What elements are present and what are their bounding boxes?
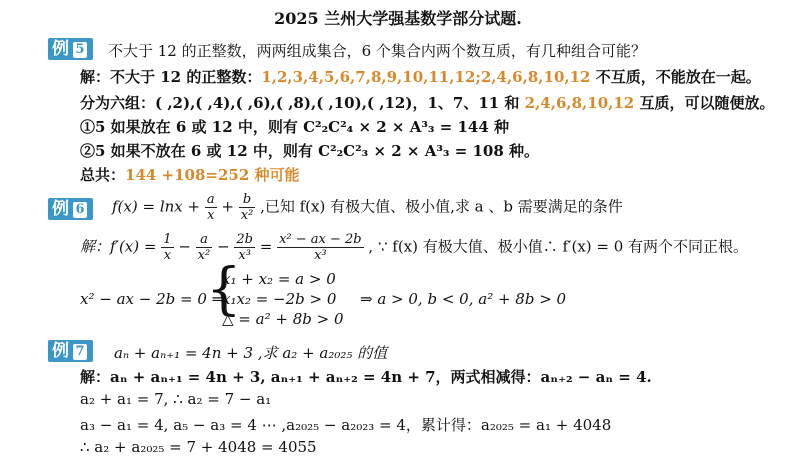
example-number: 7 <box>73 344 87 360</box>
fraction-b-over-x2 <box>239 192 256 223</box>
example-5-problem: 不大于 12 的正整数，两两组成集合，6 个集合内两个数互质，有几种组合可能？ <box>108 42 646 60</box>
total-value: 144 +108=252 种可能 <box>125 166 300 184</box>
example-label: 例 <box>52 199 69 219</box>
denominator: x² <box>240 208 254 223</box>
total-label: 总共： <box>80 166 126 184</box>
example-7-problem: aₙ + aₙ₊₁ = 4n + 3 ,求 a₂ + a₂₀₂₅ 的值 <box>114 344 388 362</box>
numerator: x² − ax − 2b <box>279 232 362 247</box>
example-5-solution-line1 <box>80 66 761 87</box>
example-label: 例 <box>52 39 69 59</box>
example-number: 5 <box>73 42 87 58</box>
groups-text: 分为六组：( ,2),( ,4),( ,6),( ,8),( ,10),( ,12)，1、7、11 和 <box>80 94 525 112</box>
system-line-1: x₁ + x₂ = a > 0 <box>222 270 336 288</box>
numerator: 2b <box>236 232 253 247</box>
groups-end: 互质，可以随便放。 <box>634 94 775 112</box>
function-lead: f(x) = lnx + <box>112 197 201 216</box>
plus-sign: + <box>221 197 234 216</box>
numerator: 1 <box>163 232 172 247</box>
fraction-1-over-x <box>161 232 173 263</box>
equals-sign: = <box>259 237 273 256</box>
example-5-badge <box>48 38 93 60</box>
system-line-2: x₁x₂ = −2b > 0 <box>222 290 337 308</box>
example-7-line3: a₃ − a₁ = 4, a₅ − a₃ = 4 ⋯ ,a₂₀₂₅ − a₂₀₂₃ = 4，累计得：a₂₀₂₅ = a₁ + 4048 <box>80 416 612 434</box>
equation-lhs: x² − ax − 2b = 0 ⇒ <box>80 290 225 308</box>
example-label: 例 <box>52 341 69 361</box>
groups-numbers: 2,4,6,8,10,12 <box>524 94 635 112</box>
numerator: b <box>242 192 252 207</box>
denominator: x <box>205 207 217 223</box>
example-6-derivative <box>80 232 748 263</box>
denominator: x³ <box>277 247 364 263</box>
system-brace: { <box>206 257 242 322</box>
minus-sign: − <box>217 237 230 256</box>
example-7-line2: a₂ + a₁ = 7, ∴ a₂ = 7 − a₁ <box>80 390 272 408</box>
page-title: 2025 兰州大学强基数学部分试题. <box>274 9 522 28</box>
derivative-tail: , ∵ f(x) 有极大值、极小值∴ f′(x) = 0 有两个不同正根。 <box>368 237 749 256</box>
example-7-line1: 解：aₙ + aₙ₊₁ = 4n + 3, aₙ₊₁ + aₙ₊₂ = 4n + 7，两式相减得：aₙ₊₂ − aₙ = 4. <box>80 368 652 386</box>
denominator: x² <box>197 248 211 263</box>
example-6-problem <box>112 192 623 223</box>
numerator: a <box>206 192 215 207</box>
example-7-badge <box>48 340 93 362</box>
example-5-total <box>80 164 300 185</box>
system-line-3: △ = a² + 8b > 0 <box>222 310 344 328</box>
fraction-combined <box>277 232 364 263</box>
example-5-case1: ①5 如果放在 6 或 12 中，则有 C²₂C²₄ × 2 × A³₃ = 144 种 <box>80 118 510 136</box>
example-number: 6 <box>73 202 87 218</box>
solution-suffix: 不互质，不能放在一起。 <box>590 68 761 86</box>
derivative-lead: 解：f′(x) = <box>80 237 157 256</box>
example-5-case2: ②5 如果不放在 6 或 12 中，则有 C²₂C²₃ × 2 × A³₃ = 108 种。 <box>80 142 540 160</box>
minus-sign: − <box>178 237 191 256</box>
system-result: ⇒ a > 0, b < 0, a² + 8b > 0 <box>360 290 567 308</box>
denominator: x³ <box>234 247 255 263</box>
example-5-groups-line <box>80 92 774 113</box>
solution-prefix: 解：不大于 12 的正整数： <box>80 68 262 86</box>
fraction-a-over-x <box>205 192 217 223</box>
numerator: a <box>200 232 208 247</box>
problem-text: ,已知 f(x) 有极大值、极小值,求 a 、b 需要满足的条件 <box>260 197 623 216</box>
solution-numbers: 1,2,3,4,5,6,7,8,9,10,11,12;2,4,6,8,10,12 <box>261 68 591 86</box>
denominator: x <box>161 247 173 263</box>
example-6-badge <box>48 198 93 220</box>
example-7-line4: ∴ a₂ + a₂₀₂₅ = 7 + 4048 = 4055 <box>80 438 317 456</box>
